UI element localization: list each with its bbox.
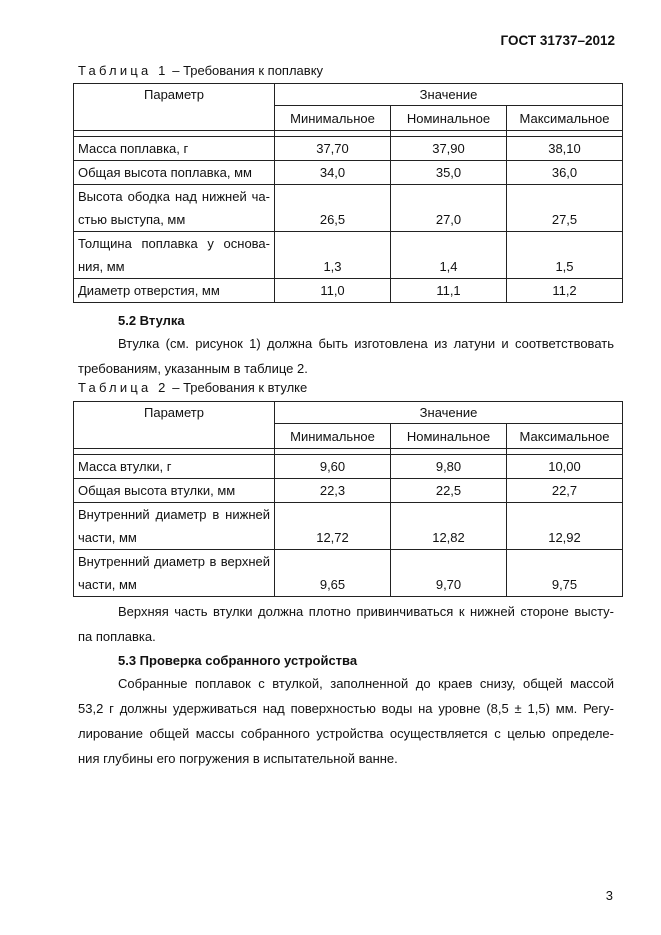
document-code: ГОСТ 31737–2012 — [500, 33, 615, 48]
table2-header-value: Значение — [275, 402, 623, 424]
table2-caption-rest: – Требования к втулке — [168, 380, 308, 395]
table2-subheader-min: Минимальное — [275, 424, 391, 449]
row-parameter-line: Внутренний диаметр в верхней — [78, 554, 270, 569]
row-parameter-line: части, мм — [78, 530, 137, 545]
row-value-max: 22,7 — [507, 479, 623, 503]
table-row — [74, 503, 623, 550]
row-value-max: 11,2 — [507, 279, 623, 303]
section-5-3-heading: 5.3 Проверка собранного устройства — [118, 653, 358, 668]
row-value-nom: 9,80 — [391, 455, 507, 479]
row-parameter — [74, 232, 275, 279]
table2-subheader-max: Максимальное — [507, 424, 623, 449]
table1-subheader-min: Минимальное — [275, 106, 391, 131]
table1-caption-rest: – Требования к поплавку — [168, 63, 324, 78]
table1-caption — [78, 63, 323, 78]
table1-header-value: Значение — [275, 84, 623, 106]
paragraph-line: Втулка (см. рисунок 1) должна быть изготовлена из латуни и соответствовать — [118, 336, 614, 351]
table-row — [74, 185, 623, 232]
table-row — [74, 137, 623, 161]
table1-caption-word: Таблица 1 — [78, 63, 169, 78]
row-parameter — [74, 455, 275, 479]
row-value-min: 22,3 — [275, 479, 391, 503]
table1-header-param: Параметр — [74, 84, 275, 131]
table-row — [74, 455, 623, 479]
paragraph-line: Собранные поплавок с втулкой, заполненной до краев снизу, общей массой — [118, 676, 614, 691]
row-parameter-line: части, мм — [78, 577, 137, 592]
row-value-min: 9,65 — [275, 550, 391, 597]
table1 — [73, 83, 623, 303]
page-number: 3 — [605, 888, 613, 903]
row-value-nom: 11,1 — [391, 279, 507, 303]
section-5-2-heading: 5.2 Втулка — [118, 313, 185, 328]
row-value-nom: 35,0 — [391, 161, 507, 185]
row-value-min: 1,3 — [275, 232, 391, 279]
paragraph-line: ния глубины его погружения в испытательной ванне. — [78, 751, 398, 766]
row-parameter — [74, 479, 275, 503]
paragraph-line: лирование общей массы собранного устройства осуществляется с целью определе- — [78, 726, 614, 741]
table-row — [74, 232, 623, 279]
row-value-min: 34,0 — [275, 161, 391, 185]
table-row — [74, 479, 623, 503]
row-parameter — [74, 550, 275, 597]
paragraph-line: Верхняя часть втулки должна плотно привинчиваться к нижней стороне высту- — [118, 604, 614, 619]
row-parameter-line: Общая высота втулки, мм — [78, 483, 236, 498]
row-value-max: 10,00 — [507, 455, 623, 479]
row-value-min: 9,60 — [275, 455, 391, 479]
row-parameter-line: Высота ободка над нижней ча- — [78, 189, 270, 204]
row-parameter — [74, 161, 275, 185]
table2 — [73, 401, 623, 597]
row-value-max: 27,5 — [507, 185, 623, 232]
paragraph-line: па поплавка. — [78, 629, 156, 644]
row-value-nom: 37,90 — [391, 137, 507, 161]
paragraph-line: 53,2 г должны удерживаться над поверхностью воды на уровне (8,5 ± 1,5) мм. Регу- — [78, 701, 614, 716]
paragraph-line: требованиям, указанным в таблице 2. — [78, 361, 308, 376]
row-parameter — [74, 185, 275, 232]
table2-body — [74, 455, 623, 597]
row-value-max: 9,75 — [507, 550, 623, 597]
row-parameter — [74, 137, 275, 161]
table1-subheader-nom: Номинальное — [391, 106, 507, 131]
row-parameter-line: Масса поплавка, г — [78, 141, 189, 156]
row-value-nom: 1,4 — [391, 232, 507, 279]
bushing-paragraph — [78, 599, 614, 649]
section-5-2-paragraph — [78, 331, 614, 381]
table1-body — [74, 137, 623, 303]
row-parameter-line: Диаметр отверстия, мм — [78, 283, 220, 298]
row-parameter — [74, 503, 275, 550]
row-value-min: 37,70 — [275, 137, 391, 161]
row-value-min: 26,5 — [275, 185, 391, 232]
row-parameter-line: Толщина поплавка у основа- — [78, 236, 270, 251]
row-parameter — [74, 279, 275, 303]
table-row — [74, 161, 623, 185]
table1-subheader-max: Максимальное — [507, 106, 623, 131]
row-parameter-line: Общая высота поплавка, мм — [78, 165, 252, 180]
row-value-nom: 9,70 — [391, 550, 507, 597]
table2-caption-word: Таблица 2 — [78, 380, 169, 395]
row-value-max: 38,10 — [507, 137, 623, 161]
row-parameter-line: стью выступа, мм — [78, 212, 186, 227]
section-5-3-paragraph — [78, 671, 614, 771]
row-parameter-line: Масса втулки, г — [78, 459, 172, 474]
table2-subheader-nom: Номинальное — [391, 424, 507, 449]
row-value-nom: 27,0 — [391, 185, 507, 232]
row-value-min: 12,72 — [275, 503, 391, 550]
row-parameter-line: ния, мм — [78, 259, 125, 274]
table-row — [74, 279, 623, 303]
row-value-min: 11,0 — [275, 279, 391, 303]
table2-header-param: Параметр — [74, 402, 275, 449]
row-value-nom: 12,82 — [391, 503, 507, 550]
row-value-max: 12,92 — [507, 503, 623, 550]
table2-caption — [78, 380, 307, 395]
row-parameter-line: Внутренний диаметр в нижней — [78, 507, 270, 522]
row-value-nom: 22,5 — [391, 479, 507, 503]
row-value-max: 1,5 — [507, 232, 623, 279]
row-value-max: 36,0 — [507, 161, 623, 185]
table-row — [74, 550, 623, 597]
